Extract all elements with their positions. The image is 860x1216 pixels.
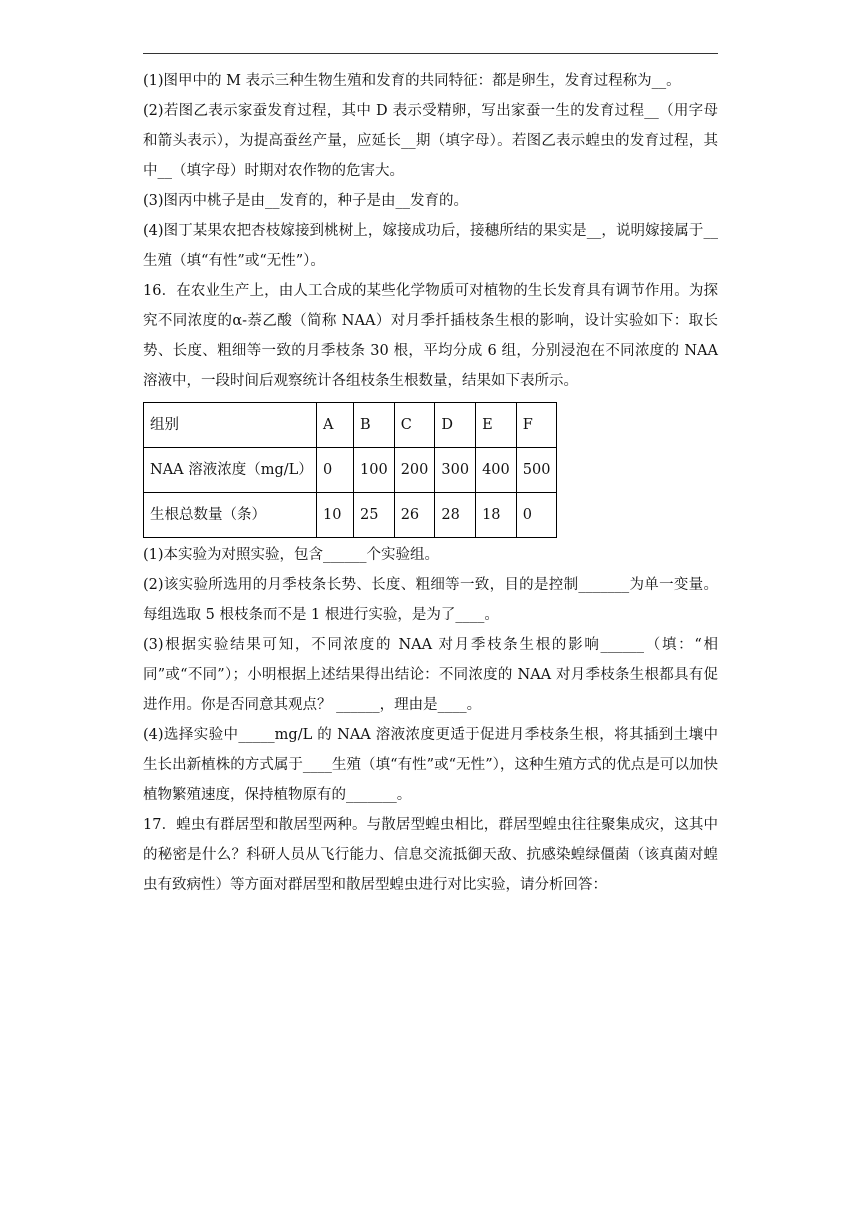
table-cell: B <box>354 403 395 448</box>
table-cell: 18 <box>476 493 517 538</box>
table-cell: 0 <box>317 448 354 493</box>
table-cell: 25 <box>354 493 395 538</box>
q16-intro: 16．在农业生产上，由人工合成的某些化学物质可对植物的生长发育具有调节作用。为探究不同浓度的α-萘乙酸（简称 NAA）对月季扦插枝条生根的影响，设计实验如下：取长势、长度、粗细等一致的月季枝条 30 根，平均分成 6 组，分别浸泡在不同浓度的 NAA 溶液中，一段时间后观察统计各组枝条生根数量，结果如下表所示。 <box>143 283 718 389</box>
naa-results-table <box>143 402 557 538</box>
q15-part1: (1)图甲中的 M 表示三种生物生殖和发育的共同特征：都是卵生，发育过程称为__。 <box>143 73 681 89</box>
table-row <box>144 493 557 538</box>
table-cell: D <box>435 403 476 448</box>
table-row-label: 生根总数量（条） <box>144 493 317 538</box>
q16-part3: (3)根据实验结果可知，不同浓度的 NAA 对月季枝条生根的影响______（填：“相同”或“不同”）；小明根据上述结果得出结论：不同浓度的 NAA 对月季枝条生根都具有促进作用。你是否同意其观点？ ______，理由是____。 <box>143 637 718 713</box>
table-cell: 0 <box>516 493 557 538</box>
table-cell: 200 <box>394 448 435 493</box>
q15-part3: (3)图丙中桃子是由__发育的，种子是由__发育的。 <box>143 193 469 209</box>
q17-intro: 17．蝗虫有群居型和散居型两种。与散居型蝗虫相比，群居型蝗虫往往聚集成灾，这其中的秘密是什么？科研人员从飞行能力、信息交流抵御天敌、抗感染蝗绿僵菌（该真菌对蝗虫有致病性）等方面对群居型和散居型蝗虫进行对比实验，请分析回答： <box>143 817 718 893</box>
table-row-label: NAA 溶液浓度（mg/L） <box>144 448 317 493</box>
q16-part2: (2)该实验所选用的月季枝条长势、长度、粗细等一致，目的是控制_______为单一变量。每组选取 5 根枝条而不是 1 根进行实验，是为了____。 <box>143 577 718 623</box>
table-row <box>144 448 557 493</box>
table-row-label: 组别 <box>144 403 317 448</box>
table-cell: 28 <box>435 493 476 538</box>
table-cell: 400 <box>476 448 517 493</box>
table-row <box>144 403 557 448</box>
q15-part4: (4)图丁某果农把杏枝嫁接到桃树上，嫁接成功后，接穗所结的果实是__，说明嫁接属于__生殖（填“有性”或“无性”）。 <box>143 223 718 269</box>
table-cell: F <box>516 403 557 448</box>
header-rule <box>143 53 718 54</box>
table-cell: 500 <box>516 448 557 493</box>
table-cell: E <box>476 403 517 448</box>
table-cell: 100 <box>354 448 395 493</box>
table-cell: 26 <box>394 493 435 538</box>
table-cell: A <box>317 403 354 448</box>
q16-part1: (1)本实验为对照实验，包含______个实验组。 <box>143 547 440 563</box>
q15-part2: (2)若图乙表示家蚕发育过程，其中 D 表示受精卵，写出家蚕一生的发育过程__（用字母和箭头表示），为提高蚕丝产量，应延长__期（填字母）。若图乙表示蝗虫的发育过程，其中__（填字母）时期对农作物的危害大。 <box>143 103 718 179</box>
table-cell: C <box>394 403 435 448</box>
q16-part4: (4)选择实验中_____mg/L 的 NAA 溶液浓度更适于促进月季枝条生根，将其插到土壤中生长出新植株的方式属于____生殖（填“有性”或“无性”），这种生殖方式的优点是可以加快植物繁殖速度，保持植物原有的_______。 <box>143 727 718 803</box>
page-content <box>143 66 718 900</box>
table-cell: 10 <box>317 493 354 538</box>
table-cell: 300 <box>435 448 476 493</box>
